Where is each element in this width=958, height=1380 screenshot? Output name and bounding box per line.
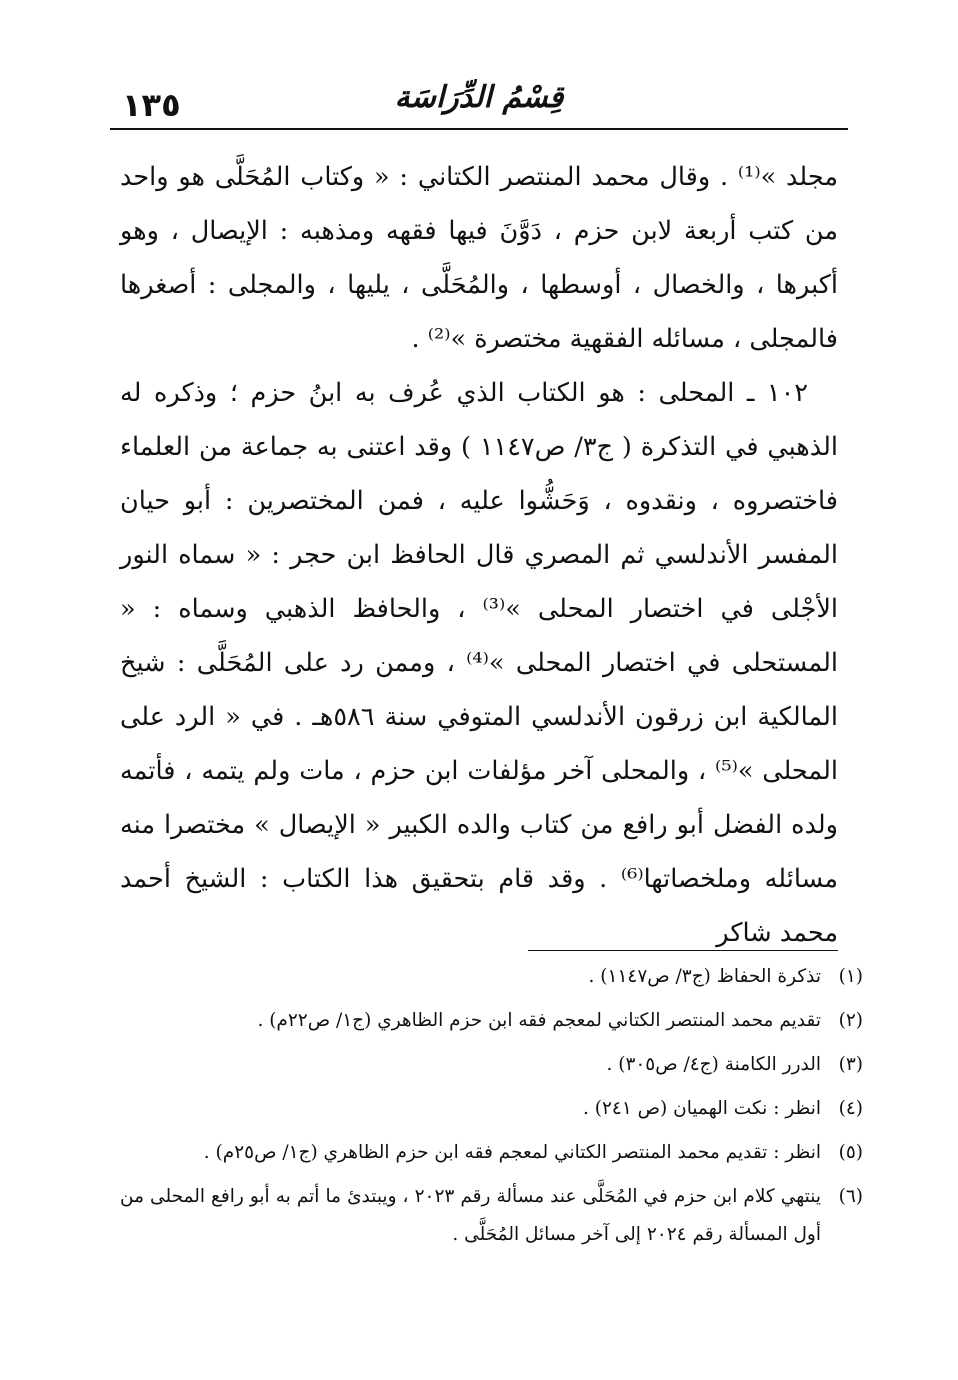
footnote-text: ينتهي كلام ابن حزم في المُحَلَّى عند مسألة رقم ٢٠٢٣ ، ويبتدئ ما أتم به أبو رافع المحلى من أول المسألة رقم ٢٠٢٤ إلى آخر مسائل المُحَلَّى . — [120, 1186, 821, 1245]
footnote-number: (٢) — [838, 1010, 863, 1031]
footnote-text: تقديم محمد المنتصر الكتاني لمعجم فقه ابن حزم الظاهري (ج١/ ص٢٢م) . — [257, 1010, 821, 1031]
footnote-number: (٤) — [838, 1098, 863, 1119]
footnote-number: (٣) — [838, 1054, 863, 1075]
paragraph-2: ١٠٢ ـ المحلى : هو الكتاب الذي عُرف به ابنُ حزم ؛ وذكره له الذهبي في التذكرة ( ج٣/ ص١١٤٧ ) وقد اعتنى به جماعة من العلماء فاختصروه ، ونقدوه ، وَحَشُّوا عليه ، فمن المختصرين : أبو حيان المفسر الأندلسي ثم المصري قال الحافظ ابن حجر : « سماه النور الأجْلى في اختصار المحلى »⁽³⁾ ، والحافظ الذهبي وسماه : « المستحلى في اختصار المحلى »⁽⁴⁾ ، وممن رد على المُحَلَّى : شيخ المالكية ابن زرقون الأندلسي المتوفي سنة ٥٨٦هـ . في « الرد على المحلى »⁽⁵⁾ ، والمحلى آخر مؤلفات ابن حزم ، مات ولم يتمه ، فأتمه ولده الفضل أبو رافع من كتاب والده الكبير « الإيصال » مختصرا منه مسائله وملخصاتها⁽⁶⁾ . وقد قام بتحقيق هذا الكتاب : الشيخ أحمد محمد شاكر — [120, 378, 839, 948]
footnote-5 — [120, 1131, 863, 1175]
footnote-4 — [120, 1087, 863, 1131]
footnote-number: (١) — [838, 966, 863, 987]
footnote-text: تذكرة الحفاظ (ج٣/ ص١١٤٧) . — [588, 966, 821, 987]
footnote-text: انظر : تقديم محمد المنتصر الكتاني لمعجم فقه ابن حزم الظاهري (ج١/ ص٢٥م) . — [203, 1142, 821, 1163]
paragraph-1: مجلد »⁽¹⁾ . وقال محمد المنتصر الكتاني : « وكتاب المُحَلَّى هو واحد من كتب أربعة لابن حزم ، دَوَّنَ فيها فقهه ومذهبه : الإيصال ، وهو أكبرها ، والخصال ، أوسطها ، والمُحَلَّى ، يليها ، والمجلى : أصغرها فالمجلى ، مسائله الفقهية مختصرة »⁽²⁾ . — [120, 162, 838, 354]
footnote-number: (٥) — [838, 1142, 863, 1163]
running-title: قِسْمُ الدِّرَاسَة — [394, 80, 564, 115]
footnote-number: (٦) — [838, 1186, 863, 1207]
footnote-text: الدرر الكامنة (ج٤/ ص٣٠٥) . — [606, 1054, 821, 1075]
page-number: ١٣٥ — [122, 86, 181, 124]
header-rule — [110, 128, 848, 130]
footnote-1 — [120, 955, 863, 999]
footnote-separator — [528, 950, 838, 951]
footnotes — [120, 955, 863, 1254]
footnote-6 — [120, 1175, 863, 1254]
footnote-3 — [120, 1043, 863, 1087]
footnote-2 — [120, 999, 863, 1043]
footnote-text: انظر : نكت الهميان (ص ٢٤١) . — [582, 1098, 821, 1119]
body-text — [120, 150, 838, 960]
page-header — [110, 70, 848, 130]
